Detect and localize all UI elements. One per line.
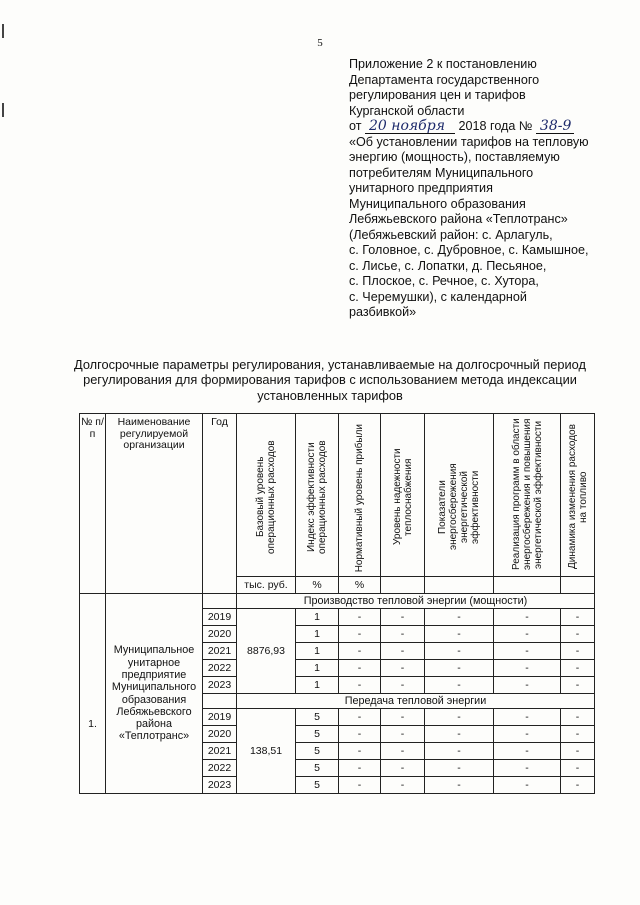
index-cell: 5 [296, 760, 339, 777]
reliability-cell: - [381, 643, 425, 660]
programs-cell: - [494, 709, 561, 726]
heading-line: установленных тарифов [257, 387, 403, 403]
energy-saving-cell: - [425, 760, 494, 777]
date-prefix: от [349, 119, 362, 133]
header-profit: Нормативный уровень прибыли [339, 414, 381, 577]
programs-cell: - [494, 626, 561, 643]
profit-cell: - [339, 643, 381, 660]
fuel-cell: - [561, 760, 595, 777]
programs-cell: - [494, 726, 561, 743]
header-num: № п/п [80, 414, 106, 594]
scan-edge-mark [2, 24, 4, 38]
unit-empty [561, 577, 595, 594]
appendix-title-line: с. Плоское, с. Речное, с. Хутора, [349, 274, 539, 288]
section-spacer [203, 594, 237, 609]
year-cell: 2021 [203, 743, 237, 760]
header-reliability: Уровень надежности теплоснабжения [381, 414, 425, 577]
header-efficiency-index: Индекс эффективности операционных расходов [296, 414, 339, 577]
energy-saving-cell: - [425, 777, 494, 794]
scan-edge-mark [2, 103, 4, 117]
appendix-line: Департамента государственного [349, 72, 540, 87]
fuel-cell: - [561, 626, 595, 643]
energy-saving-cell: - [425, 726, 494, 743]
unit-empty [494, 577, 561, 594]
index-cell: 1 [296, 609, 339, 626]
fuel-cell: - [561, 743, 595, 760]
date-year: 2018 года № [458, 119, 533, 133]
energy-saving-cell: - [425, 643, 494, 660]
index-cell: 1 [296, 660, 339, 677]
appendix-title-line: «Об установлении тарифов на тепловую [349, 134, 589, 149]
appendix-line: Курганской области [349, 103, 465, 118]
year-cell: 2022 [203, 760, 237, 777]
base-cost-cell: 8876,93 [237, 609, 296, 694]
section-row [80, 594, 595, 609]
profit-cell: - [339, 726, 381, 743]
profit-cell: - [339, 760, 381, 777]
heading-line: регулирования для формирования тарифов с использованием метода индексации [83, 372, 577, 388]
profit-cell: - [339, 677, 381, 694]
energy-saving-cell: - [425, 709, 494, 726]
fuel-cell: - [561, 660, 595, 677]
energy-saving-cell: - [425, 743, 494, 760]
reliability-cell: - [381, 660, 425, 677]
reliability-cell: - [381, 726, 425, 743]
energy-saving-cell: - [425, 626, 494, 643]
header-energy-saving: Показатели энергосбережения энергетической эффективности [425, 414, 494, 577]
header-organization: Наименование регулируемой организации [106, 414, 203, 594]
table-header-row [80, 414, 595, 577]
index-cell: 5 [296, 709, 339, 726]
programs-cell: - [494, 677, 561, 694]
appendix-line: Приложение 2 к постановлению [349, 57, 537, 71]
programs-cell: - [494, 660, 561, 677]
index-cell: 5 [296, 777, 339, 794]
handwritten-date: 20 ноября [365, 120, 455, 134]
appendix-title-line: потребителям Муниципального [349, 165, 534, 180]
appendix-title-line: с. Черемушки), с календарной [349, 289, 527, 304]
fuel-cell: - [561, 777, 595, 794]
unit-empty [381, 577, 425, 594]
unit-profit: % [339, 577, 381, 594]
index-cell: 1 [296, 626, 339, 643]
section-title: Производство тепловой энергии (мощности) [237, 594, 595, 609]
energy-saving-cell: - [425, 677, 494, 694]
year-cell: 2022 [203, 660, 237, 677]
parameters-table [79, 413, 595, 794]
profit-cell: - [339, 609, 381, 626]
section-title: Передача тепловой энергии [237, 694, 595, 709]
reliability-cell: - [381, 760, 425, 777]
programs-cell: - [494, 609, 561, 626]
index-cell: 1 [296, 643, 339, 660]
index-cell: 5 [296, 743, 339, 760]
heading-line: Долгосрочные параметры регулирования, устанавливаемые на долгосрочный период [74, 357, 586, 372]
year-cell: 2020 [203, 726, 237, 743]
fuel-cell: - [561, 726, 595, 743]
profit-cell: - [339, 626, 381, 643]
reliability-cell: - [381, 709, 425, 726]
organization-name: Муниципальное унитарное предприятие Муниципального образования Лебяжьевского района «Теплотранс» [106, 594, 203, 794]
unit-base-cost: тыс. руб. [237, 577, 296, 594]
profit-cell: - [339, 709, 381, 726]
appendix-title-line: унитарного предприятия [349, 181, 493, 195]
page-number: 5 [317, 37, 323, 49]
appendix-title-line: Муниципального образования [349, 196, 526, 211]
profit-cell: - [339, 743, 381, 760]
year-cell: 2021 [203, 643, 237, 660]
fuel-cell: - [561, 677, 595, 694]
programs-cell: - [494, 760, 561, 777]
appendix-title-line: разбивкой» [349, 305, 417, 319]
programs-cell: - [494, 643, 561, 660]
programs-cell: - [494, 743, 561, 760]
reliability-cell: - [381, 609, 425, 626]
unit-empty [425, 577, 494, 594]
profit-cell: - [339, 660, 381, 677]
energy-saving-cell: - [425, 609, 494, 626]
year-cell: 2019 [203, 709, 237, 726]
appendix-title-line: (Лебяжьевский район: с. Арлагуль, [349, 227, 553, 242]
energy-saving-cell: - [425, 660, 494, 677]
appendix-line: регулирования цен и тарифов [349, 88, 526, 102]
reliability-cell: - [381, 777, 425, 794]
appendix-title-line: энергию (мощность), поставляемую [349, 150, 560, 164]
index-cell: 5 [296, 726, 339, 743]
header-year: Год [203, 414, 237, 594]
appendix-block [349, 57, 629, 321]
handwritten-number: 38-9 [536, 120, 574, 134]
index-cell: 1 [296, 677, 339, 694]
fuel-cell: - [561, 643, 595, 660]
profit-cell: - [339, 777, 381, 794]
year-cell: 2023 [203, 777, 237, 794]
row-number: 1. [80, 594, 106, 794]
header-base-cost: Базовый уровень операционных расходов [237, 414, 296, 577]
document-heading [60, 357, 600, 403]
programs-cell: - [494, 777, 561, 794]
appendix-title-line: с. Лисье, с. Лопатки, д. Песьяное, [349, 258, 547, 273]
reliability-cell: - [381, 677, 425, 694]
year-cell: 2023 [203, 677, 237, 694]
fuel-cell: - [561, 609, 595, 626]
header-fuel: Динамика изменения расходов на топливо [561, 414, 595, 577]
appendix-date-line [349, 119, 629, 135]
unit-efficiency-index: % [296, 577, 339, 594]
reliability-cell: - [381, 743, 425, 760]
fuel-cell: - [561, 709, 595, 726]
year-cell: 2019 [203, 609, 237, 626]
appendix-title-line: с. Головное, с. Дубровное, с. Камышное, [349, 243, 589, 257]
reliability-cell: - [381, 626, 425, 643]
base-cost-cell: 138,51 [237, 709, 296, 794]
header-programs: Реализация программ в области энергосбережения и повышения энергетической эффективности [494, 414, 561, 577]
appendix-title-line: Лебяжьевского района «Теплотранс» [349, 212, 568, 226]
section-spacer [203, 694, 237, 709]
year-cell: 2020 [203, 626, 237, 643]
